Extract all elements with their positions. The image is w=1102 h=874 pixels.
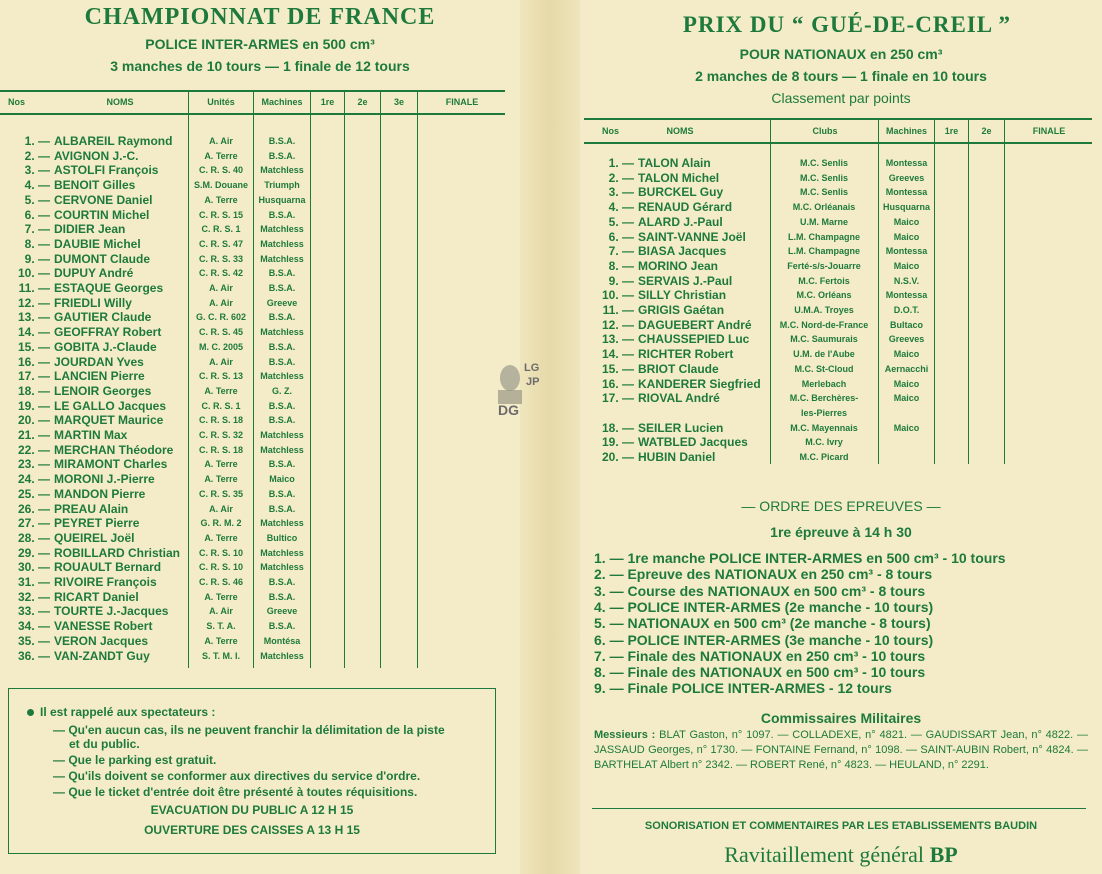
event-item: 1. — 1re manche POLICE INTER-ARMES en 500 cm³ - 10 tours xyxy=(594,550,1006,566)
rider-unit: C. R. S. 40 xyxy=(198,165,243,176)
rider-machine: Montessa xyxy=(885,187,928,198)
rider-name: PEYRET Pierre xyxy=(54,516,140,531)
right-page xyxy=(580,0,1102,874)
rider-number: 8. — xyxy=(608,258,634,273)
spectator-notice-box xyxy=(8,688,496,854)
rider-unit: C. R. S. 32 xyxy=(198,430,243,440)
rider-number: 14. — xyxy=(601,347,634,362)
col-divider xyxy=(310,90,311,668)
rider-machine: Matchless xyxy=(260,327,304,338)
rider-machine: Maico xyxy=(893,349,920,360)
rider-machine: Husquarna xyxy=(258,194,306,205)
rider-name: ROBILLARD Christian xyxy=(54,545,180,560)
rider-name: JOURDAN Yves xyxy=(54,354,144,369)
page-gutter xyxy=(520,0,580,874)
rider-club: M.C. Orléans xyxy=(796,290,852,301)
rider-number: 7. — xyxy=(608,244,634,259)
prix-subtitle: POUR NATIONAUX en 250 cm³ xyxy=(739,46,943,62)
rider-machine: Matchless xyxy=(260,562,304,573)
rider-number: 34. — xyxy=(17,619,50,634)
header-noms: NOMS xyxy=(666,126,694,136)
rider-number: 3. — xyxy=(608,185,634,200)
rider-number: 5. — xyxy=(608,214,634,229)
notice-item: — Qu'en aucun cas, ils ne peuvent franchir la délimitation de la piste xyxy=(53,723,445,737)
rider-machine: Matchless xyxy=(260,430,304,440)
rider-name: BRIOT Claude xyxy=(638,361,719,376)
rider-machine: B.S.A. xyxy=(268,341,296,352)
rider-club: les-Pierres xyxy=(800,407,848,418)
rider-club: M.C. Fertois xyxy=(798,275,850,286)
rider-unit: A. Air xyxy=(209,606,233,617)
rider-number: 18. — xyxy=(601,420,634,435)
rider-name: ASTOLFI François xyxy=(54,163,159,178)
commissaires-label: Messieurs : xyxy=(594,729,656,741)
rider-name: RIVOIRE François xyxy=(54,575,157,589)
rider-machine: Bultaco xyxy=(889,319,923,330)
stamp-text-3: DG xyxy=(498,402,519,418)
rider-name: GRIGIS Gaétan xyxy=(638,303,725,317)
rider-machine: Montessa xyxy=(885,158,928,168)
prix-format: 2 manches de 8 tours — 1 finale en 10 tours xyxy=(695,68,987,84)
rider-name: MIRAMONT Charles xyxy=(54,457,168,472)
ordre-title: — ORDRE DES EPREUVES — xyxy=(741,498,941,514)
rider-name: CHAUSSEPIED Luc xyxy=(638,332,750,347)
rider-number: 11. — xyxy=(602,303,634,317)
rider-name: MARTIN Max xyxy=(54,428,128,442)
rider-number: 20. — xyxy=(17,413,50,428)
rider-name: RICART Daniel xyxy=(54,589,139,604)
rider-name: MERCHAN Théodore xyxy=(54,442,174,457)
event-item: 3. — Course des NATIONAUX en 500 cm³ - 8 tours xyxy=(594,582,926,599)
event-item: 9. — Finale POLICE INTER-ARMES - 12 tours xyxy=(594,680,892,697)
rider-unit: A. Air xyxy=(209,283,233,293)
rider-machine: B.S.A. xyxy=(268,209,296,220)
rider-club: U.M. Marne xyxy=(799,216,848,227)
rider-machine: Greeves xyxy=(888,172,925,183)
rider-number: 3. — xyxy=(24,163,50,178)
rider-unit: S. T. M. I. xyxy=(201,650,240,661)
rider-number: 1. — xyxy=(608,156,634,170)
championnat-format: 3 manches de 10 tours — 1 finale de 12 tours xyxy=(110,58,410,74)
rider-unit: C. R. S. 1 xyxy=(201,400,241,411)
rider-machine: B.S.A. xyxy=(268,268,296,279)
rider-club: M.C. Nord-de-France xyxy=(779,319,869,330)
rider-number: 28. — xyxy=(17,530,50,545)
rider-number: 5. — xyxy=(24,192,50,207)
header-nos: Nos xyxy=(8,97,26,107)
rider-name: HUBIN Daniel xyxy=(638,450,716,464)
rider-number: 6. — xyxy=(608,229,634,244)
rider-name: SILLY Christian xyxy=(638,288,727,303)
rider-machine: Matchless xyxy=(260,224,304,235)
bp-logo-text: BP xyxy=(929,842,958,867)
rider-number: 29. — xyxy=(17,545,50,560)
rider-machine: Matchless xyxy=(260,253,304,264)
rider-unit: C. R. S. 18 xyxy=(198,415,243,426)
rider-club: L.M. Champagne xyxy=(787,231,860,242)
prix-classement: Classement par points xyxy=(771,90,911,106)
rider-machine: B.S.A. xyxy=(268,312,296,323)
notice-item: — Que le ticket d'entrée doit être présenté à toutes réquisitions. xyxy=(53,785,418,799)
rider-unit: C. R. S. 13 xyxy=(198,371,243,382)
rider-unit: M. C. 2005 xyxy=(198,341,244,352)
evacuation-time: EVACUATION DU PUBLIC A 12 H 15 xyxy=(150,803,354,817)
rider-name: ROUAULT Bernard xyxy=(54,560,162,575)
rider-name: TALON Michel xyxy=(638,170,720,185)
header-finale: FINALE xyxy=(1032,126,1066,136)
rider-machine: G. Z. xyxy=(272,385,292,396)
ravitaillement-text: Ravitaillement général xyxy=(724,842,925,867)
rider-name: RENAUD Gérard xyxy=(638,200,733,215)
rider-machine: B.S.A. xyxy=(268,503,296,514)
rider-machine: Maico xyxy=(893,216,920,227)
header-unites: Unités xyxy=(207,97,235,107)
rider-number: 20. — xyxy=(601,450,634,464)
rider-name: DAGUEBERT André xyxy=(638,317,752,332)
rider-number: 36. — xyxy=(17,648,50,663)
rider-name: VERON Jacques xyxy=(54,633,149,648)
rider-name: DUPUY André xyxy=(54,266,134,281)
col-divider xyxy=(380,90,381,668)
rider-name: SERVAIS J.-Paul xyxy=(638,273,733,288)
rider-machine: N.S.V. xyxy=(893,275,920,286)
rider-name: VANESSE Robert xyxy=(54,619,153,634)
rider-number: 7. — xyxy=(24,222,50,237)
rider-club: M.C. Senlis xyxy=(799,172,848,183)
rider-club: Ferté-s/s-Jouarre xyxy=(787,260,861,271)
rider-name: SEILER Lucien xyxy=(638,420,724,435)
rider-club: U.M. de l'Aube xyxy=(793,349,855,360)
rider-name: ALBAREIL Raymond xyxy=(54,134,173,148)
rider-machine: Greeve xyxy=(266,297,298,308)
rider-machine: D.O.T. xyxy=(893,305,920,315)
event-item: 8. — Finale des NATIONAUX en 500 cm³ - 10 tours xyxy=(594,664,926,681)
rider-club: M.C. Picard xyxy=(799,452,849,462)
first-event-time: 1re épreuve à 14 h 30 xyxy=(770,524,912,540)
rider-unit: G. R. M. 2 xyxy=(200,518,242,529)
rider-club: M.C. Ivry xyxy=(805,437,843,448)
event-item: 4. — POLICE INTER-ARMES (2e manche - 10 tours) xyxy=(594,598,934,615)
bullet-icon xyxy=(27,709,34,716)
rider-unit: A. Air xyxy=(209,503,233,514)
rider-name: KANDERER Siegfried xyxy=(638,376,761,391)
rider-unit: A. Terre xyxy=(204,150,238,161)
col-divider xyxy=(1004,118,1005,464)
rider-name: DAUBIE Michel xyxy=(54,236,141,251)
rider-unit: A. Air xyxy=(209,136,233,146)
header-machines: Machines xyxy=(261,97,303,107)
rider-number: 9. — xyxy=(608,273,634,288)
rider-machine: Maico xyxy=(269,474,295,485)
rider-unit: A. Terre xyxy=(204,194,238,205)
rider-machine: Greeves xyxy=(888,334,925,345)
rider-machine: Triumph xyxy=(264,180,300,191)
rider-number: 16. — xyxy=(601,376,634,391)
rider-number: 26. — xyxy=(17,501,50,516)
rider-name: SAINT-VANNE Joël xyxy=(638,229,746,244)
rider-machine: B.S.A. xyxy=(268,415,296,426)
header-clubs: Clubs xyxy=(812,126,838,136)
rider-number: 19. — xyxy=(601,435,634,450)
rider-unit: A. Terre xyxy=(204,591,238,602)
rider-unit: C. R. S. 45 xyxy=(198,327,243,338)
rider-club: M.C. Senlis xyxy=(799,187,848,198)
rider-unit: C. R. S. 10 xyxy=(198,547,243,558)
rider-club: L.M. Champagne xyxy=(787,246,860,257)
rider-number: 14. — xyxy=(17,325,50,340)
rider-number: 15. — xyxy=(601,361,634,376)
rider-number: 9. — xyxy=(24,251,50,266)
rider-name: DUMONT Claude xyxy=(54,251,150,266)
rider-unit: C. R. S. 33 xyxy=(198,253,243,264)
rider-number: 30. — xyxy=(17,560,50,575)
rider-name: VAN-ZANDT Guy xyxy=(54,648,150,663)
rider-machine: Maico xyxy=(893,422,920,433)
rider-unit: A. Air xyxy=(209,356,233,367)
rider-club: M.C. Berchères- xyxy=(789,393,859,404)
rider-machine: Matchless xyxy=(260,238,304,249)
rider-unit: C. R. S. 1 xyxy=(201,224,241,235)
notice-heading-text: Il est rappelé aux spectateurs : xyxy=(40,705,216,719)
rider-club: Merlebach xyxy=(801,378,847,389)
rider-name: TALON Alain xyxy=(638,156,711,170)
rider-machine: B.S.A. xyxy=(268,356,296,367)
nationaux-riders-table xyxy=(580,116,1096,466)
rider-machine: Matchless xyxy=(260,547,304,558)
rider-name: MORONI J.-Pierre xyxy=(54,472,155,487)
rider-machine: Maico xyxy=(893,378,920,389)
rider-name: GAUTIER Claude xyxy=(54,310,152,325)
rider-number: 31. — xyxy=(17,575,50,589)
rider-unit: A. Air xyxy=(209,297,233,308)
rider-machine: Bultico xyxy=(266,532,298,543)
header-nos: Nos xyxy=(602,126,620,136)
rider-unit: A. Terre xyxy=(204,635,238,646)
rider-name: WATBLED Jacques xyxy=(638,435,748,450)
rider-name: MANDON Pierre xyxy=(54,486,146,501)
rider-name: RICHTER Robert xyxy=(638,347,734,362)
rider-number: 18. — xyxy=(17,383,50,398)
rider-name: DIDIER Jean xyxy=(54,222,126,237)
sonorisation-credit: SONORISATION ET COMMENTAIRES PAR LES ETABLISSEMENTS BAUDIN xyxy=(644,820,1038,832)
header-manche-2: 2e xyxy=(357,97,368,107)
rider-name: FRIEDLI Willy xyxy=(54,295,132,310)
rider-unit: C. R. S. 42 xyxy=(198,268,243,279)
rider-unit: C. R. S. 18 xyxy=(198,444,243,455)
event-item: 6. — POLICE INTER-ARMES (3e manche - 10 tours) xyxy=(594,631,934,648)
rider-machine: B.S.A. xyxy=(268,283,296,293)
rider-unit: C. R. S. 46 xyxy=(198,577,243,587)
commissaires-list xyxy=(594,728,1088,773)
event-item: 7. — Finale des NATIONAUX en 250 cm³ - 10 tours xyxy=(594,647,926,664)
rider-unit: C. R. S. 35 xyxy=(198,488,243,499)
rider-club: U.M.A. Troyes xyxy=(794,305,854,315)
rider-machine: B.S.A. xyxy=(268,488,296,499)
rider-number: 2. — xyxy=(24,148,50,163)
rider-machine: B.S.A. xyxy=(268,577,296,587)
rider-machine: B.S.A. xyxy=(268,136,296,146)
header-finale: FINALE xyxy=(445,97,479,107)
rider-unit: S.M. Douane xyxy=(193,180,248,191)
col-divider xyxy=(417,90,418,668)
rider-number: 22. — xyxy=(17,442,50,457)
rider-machine: Matchless xyxy=(260,165,304,176)
rider-club: M.C. Orléanais xyxy=(792,202,856,213)
rider-unit: C. R. S. 15 xyxy=(198,209,243,220)
rider-machine: Greeve xyxy=(266,606,298,617)
rider-number: 17. — xyxy=(17,369,50,384)
rider-club: M.C. St-Cloud xyxy=(794,363,854,374)
rider-number: 11. — xyxy=(18,281,50,295)
rider-name: QUEIREL Joël xyxy=(54,530,135,545)
rider-number: 35. — xyxy=(17,633,50,648)
rider-number: 4. — xyxy=(608,200,634,215)
rider-number: 17. — xyxy=(601,391,634,406)
stamp-text-2: JP xyxy=(526,376,540,388)
stamp-text-1: LG xyxy=(524,362,540,374)
table-top-rule xyxy=(584,118,1092,120)
notice-item: — Que le parking est gratuit. xyxy=(53,753,217,767)
rider-number: 16. — xyxy=(17,354,50,369)
rider-number: 25. — xyxy=(17,486,50,501)
rider-club: M.C. Mayennais xyxy=(790,422,858,433)
rider-machine: Maico xyxy=(893,231,920,242)
rider-name: COURTIN Michel xyxy=(54,207,150,222)
rider-club: M.C. Senlis xyxy=(799,158,848,168)
commissaires-title: Commissaires Militaires xyxy=(760,710,922,726)
header-manche-3: 3e xyxy=(393,97,404,107)
notice-heading xyxy=(27,705,215,719)
collector-stamp xyxy=(490,356,550,420)
rider-name: CERVONE Daniel xyxy=(54,192,153,207)
rider-unit: A. Terre xyxy=(204,459,238,470)
rider-number: 12. — xyxy=(601,317,634,332)
rider-name: LENOIR Georges xyxy=(54,383,152,398)
rider-name: TOURTE J.-Jacques xyxy=(54,604,169,619)
rider-unit: S. T. A. xyxy=(206,621,236,632)
rider-machine: Montessa xyxy=(885,290,928,301)
rider-name: BIASA Jacques xyxy=(638,244,727,259)
col-divider xyxy=(934,118,935,464)
rider-unit: G. C. R. 602 xyxy=(195,312,247,323)
rider-machine: Matchless xyxy=(260,518,304,529)
championnat-subtitle: POLICE INTER-ARMES en 500 cm³ xyxy=(145,36,375,52)
header-noms: NOMS xyxy=(106,97,134,107)
championnat-title: CHAMPIONNAT DE FRANCE xyxy=(84,4,436,30)
event-item: 5. — NATIONAUX en 500 cm³ (2e manche - 8 tours) xyxy=(594,615,931,632)
rider-number: 19. — xyxy=(17,398,50,413)
rider-number: 6. — xyxy=(24,207,50,222)
rider-machine: B.S.A. xyxy=(268,459,296,470)
rider-machine: B.S.A. xyxy=(268,400,296,411)
rider-number: 15. — xyxy=(17,339,50,354)
rider-unit: A. Terre xyxy=(204,532,238,543)
rider-number: 2. — xyxy=(608,170,634,185)
header-manche-1: 1re xyxy=(320,97,335,107)
footer-rule xyxy=(592,808,1086,809)
rider-machine: Montésa xyxy=(263,635,301,646)
rider-number: 10. — xyxy=(601,288,634,303)
rider-number: 10. — xyxy=(17,266,50,281)
rider-number: 1. — xyxy=(24,134,50,148)
rider-machine: B.S.A. xyxy=(268,621,296,632)
rider-number: 13. — xyxy=(17,310,50,325)
rider-machine: B.S.A. xyxy=(268,150,296,161)
commissaires-names: BLAT Gaston, n° 1097. — COLLADEXE, n° 4821. — GAUDISSART Jean, n° 4822. — JASSAUD Georges, n° 1730. — FONTAINE Fernand, n° 1098. — SAINT-AUBIN Robert, n° 4824. — BARTHELAT Albert n° 2342. — ROBERT René, n° 4823. — HEULAND, n° 2291. xyxy=(594,729,1089,771)
rider-unit: A. Terre xyxy=(204,474,238,485)
rider-machine: B.S.A. xyxy=(268,591,296,602)
rider-name: BURCKEL Guy xyxy=(638,185,724,200)
rider-name: GOBITA J.-Claude xyxy=(54,339,157,354)
rider-name: ESTAQUE Georges xyxy=(54,281,164,295)
rider-machine: Matchless xyxy=(260,371,304,382)
notice-item: et du public. xyxy=(69,737,140,751)
police-riders-table xyxy=(0,88,508,668)
rider-name: ALARD J.-Paul xyxy=(638,214,723,229)
rider-machine: Matchless xyxy=(260,444,304,455)
rider-machine: Montessa xyxy=(885,246,928,257)
col-divider xyxy=(968,118,969,464)
rider-unit: C. R. S. 47 xyxy=(198,238,243,249)
rider-unit: C. R. S. 10 xyxy=(198,562,243,573)
ravitaillement-line xyxy=(580,842,1102,868)
rider-number: 24. — xyxy=(17,472,50,487)
rider-number: 8. — xyxy=(24,236,50,251)
rider-name: BENOIT Gilles xyxy=(54,178,136,193)
rider-name: RIOVAL André xyxy=(638,391,720,406)
rider-number: 32. — xyxy=(17,589,50,604)
rider-club: M.C. Saumurais xyxy=(790,334,858,345)
header-manche-2: 2e xyxy=(981,126,992,136)
rider-machine: Aernacchi xyxy=(884,363,929,374)
rider-number: 33. — xyxy=(17,604,50,619)
rider-machine: Husquarna xyxy=(882,202,930,213)
event-item: 2. — Epreuve des NATIONAUX en 250 cm³ - 8 tours xyxy=(594,566,933,583)
rider-name: LE GALLO Jacques xyxy=(54,398,167,413)
rider-number: 13. — xyxy=(601,332,634,347)
rider-number: 27. — xyxy=(17,516,50,531)
prix-title: PRIX DU “ GUÉ-DE-CREIL ” xyxy=(682,12,1012,37)
rider-machine: Maico xyxy=(893,260,920,271)
rider-unit: A. Terre xyxy=(204,385,238,396)
rider-name: MARQUET Maurice xyxy=(54,413,164,428)
rider-number: 21. — xyxy=(17,428,50,442)
col-divider xyxy=(344,90,345,668)
rider-number: 12. — xyxy=(17,295,50,310)
rider-name: MORINO Jean xyxy=(638,258,719,273)
rider-name: AVIGNON J.-C. xyxy=(54,148,139,163)
header-machines: Machines xyxy=(885,126,927,136)
rider-machine: Matchless xyxy=(260,650,304,661)
rider-number: 4. — xyxy=(24,178,50,193)
left-page xyxy=(0,0,520,874)
notice-item: — Qu'ils doivent se conformer aux directives du service d'ordre. xyxy=(53,769,421,783)
rider-number: 23. — xyxy=(17,457,50,472)
rider-machine: Maico xyxy=(893,393,920,404)
header-manche-1: 1re xyxy=(944,126,959,136)
caisses-opening-time: OUVERTURE DES CAISSES A 13 H 15 xyxy=(144,823,360,837)
table-header-rule xyxy=(584,142,1092,144)
rider-name: PREAU Alain xyxy=(54,501,129,516)
rider-name: LANCIEN Pierre xyxy=(54,369,145,384)
rider-name: GEOFFRAY Robert xyxy=(54,325,162,340)
